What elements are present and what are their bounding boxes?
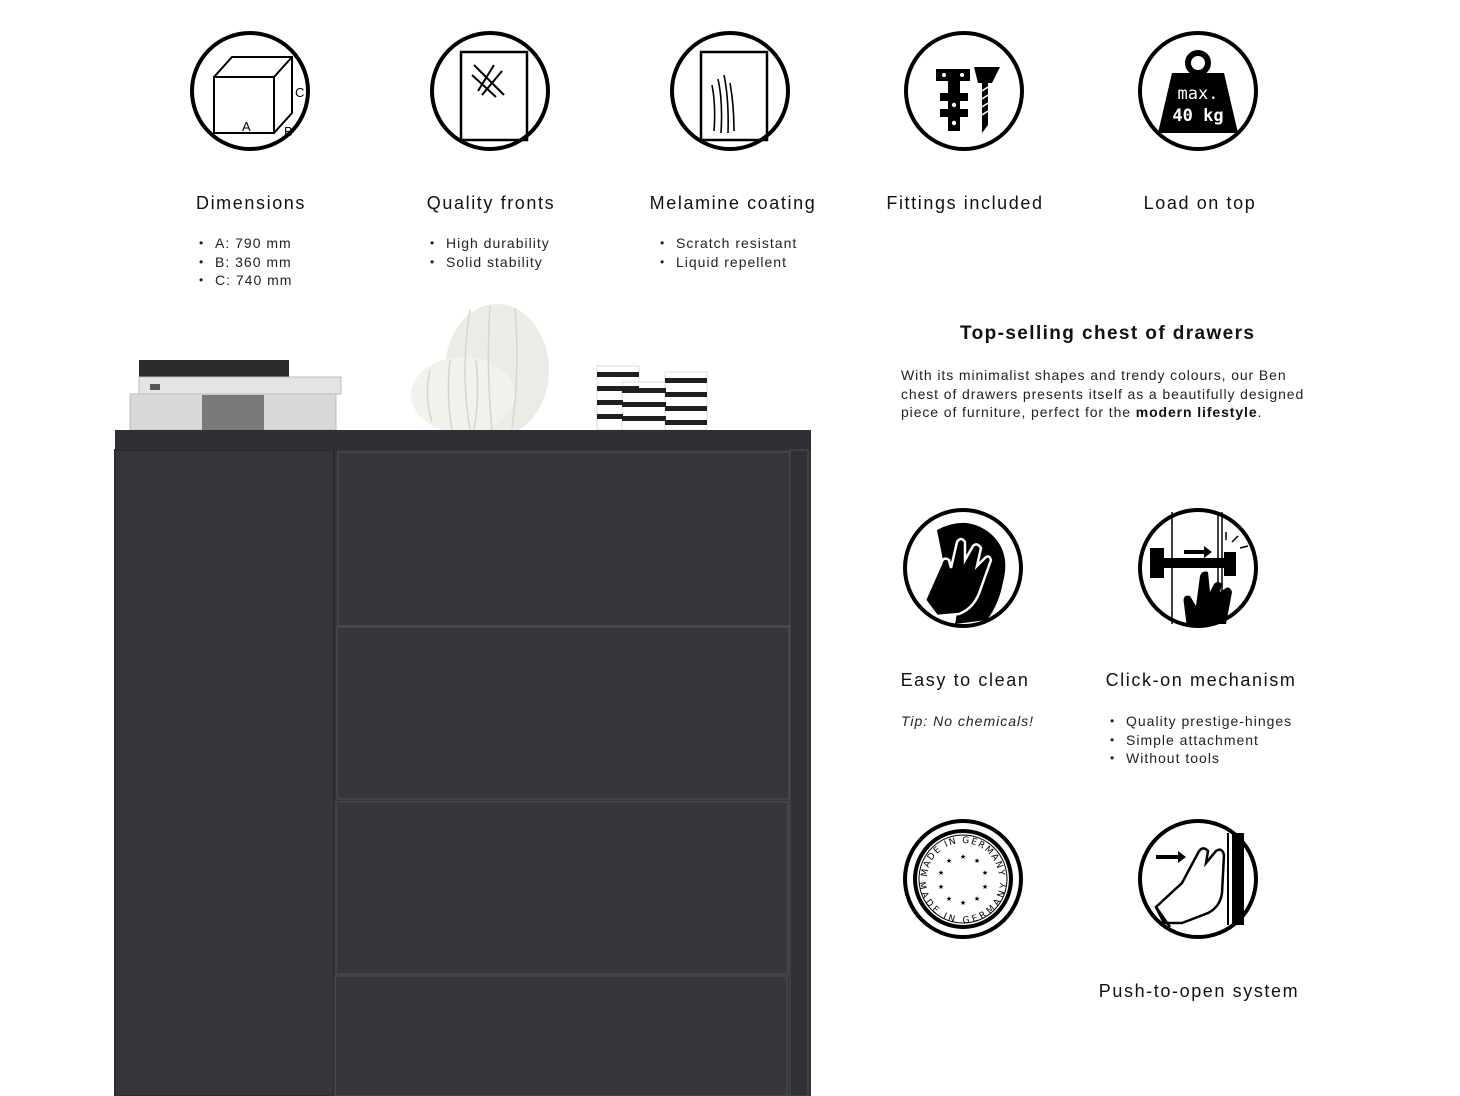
melamine-coating-title: Melamine coating <box>649 193 817 213</box>
dimensions-icon <box>190 31 310 151</box>
weight-value-label: 40 kg <box>1172 106 1224 126</box>
svg-text:★: ★ <box>973 857 981 865</box>
list-item: • Solid stability <box>430 253 550 272</box>
cleaning-tip: Tip: No chemicals! <box>901 713 1035 729</box>
svg-text:★: ★ <box>959 899 967 907</box>
svg-text:★: ★ <box>945 857 953 865</box>
books <box>130 360 341 431</box>
dimensions-title: Dimensions <box>195 193 307 213</box>
vases <box>411 304 549 436</box>
list-item: • High durability <box>430 234 550 253</box>
list-item: • Without tools <box>1110 749 1292 768</box>
quality-fronts-title: Quality fronts <box>426 193 556 213</box>
dimensions-list <box>199 234 292 290</box>
list-item: • Scratch resistant <box>660 234 797 253</box>
product-headline: Top-selling chest of drawers <box>960 323 1256 344</box>
push-hand-icon <box>1138 819 1258 939</box>
seal-text-bottom: MADE IN GERMANY <box>915 880 1011 927</box>
made-in-germany-seal-icon <box>903 819 1023 939</box>
push-to-open-title: Push-to-open system <box>1098 981 1300 1001</box>
striped-candles <box>597 366 707 430</box>
fittings-included-title: Fittings included <box>886 193 1044 213</box>
list-item: • Quality prestige-hinges <box>1110 712 1292 731</box>
svg-text:★: ★ <box>937 883 945 891</box>
dimension-b-label: B <box>284 124 293 139</box>
scratched-panel-icon <box>430 31 550 151</box>
list-item: • C: 740 mm <box>199 271 292 290</box>
svg-text:★: ★ <box>945 895 953 903</box>
click-hinge-icon <box>1138 508 1258 628</box>
cabinet-body <box>115 430 811 1096</box>
cleaning-hand-icon <box>903 508 1023 628</box>
melamine-coating-list <box>660 234 797 271</box>
weight-icon <box>1138 31 1258 151</box>
hinge-screw-icon <box>904 31 1024 151</box>
click-on-title: Click-on mechanism <box>1105 670 1297 690</box>
dimension-a-label: A <box>242 119 251 134</box>
description-end: . <box>1257 404 1263 420</box>
svg-text:★: ★ <box>937 869 945 877</box>
claw-scratch-panel-icon <box>670 31 790 151</box>
dimension-c-label: C <box>295 85 305 100</box>
seal-text-top: MADE IN GERMANY <box>919 835 1007 878</box>
svg-text:★: ★ <box>959 853 967 861</box>
description-text: With its minimalist shapes and trendy colours, our Ben chest of drawers presents itself as a beautifully designed piece of furniture, perfect for the <box>901 367 1305 420</box>
quality-fronts-list <box>430 234 550 271</box>
easy-to-clean-title: Easy to clean <box>900 670 1030 690</box>
list-item: • B: 360 mm <box>199 253 292 272</box>
chest-of-drawers-photo <box>0 290 840 1096</box>
list-item: • A: 790 mm <box>199 234 292 253</box>
svg-text:★: ★ <box>981 869 989 877</box>
product-description <box>901 366 1311 422</box>
list-item: • Liquid repellent <box>660 253 797 272</box>
click-on-list <box>1110 712 1292 768</box>
svg-text:★: ★ <box>973 895 981 903</box>
load-on-top-title: Load on top <box>1143 193 1257 213</box>
list-item: • Simple attachment <box>1110 731 1292 750</box>
description-bold: modern lifestyle <box>1135 404 1258 420</box>
weight-max-label: max. <box>1177 84 1219 104</box>
svg-text:★: ★ <box>981 883 989 891</box>
